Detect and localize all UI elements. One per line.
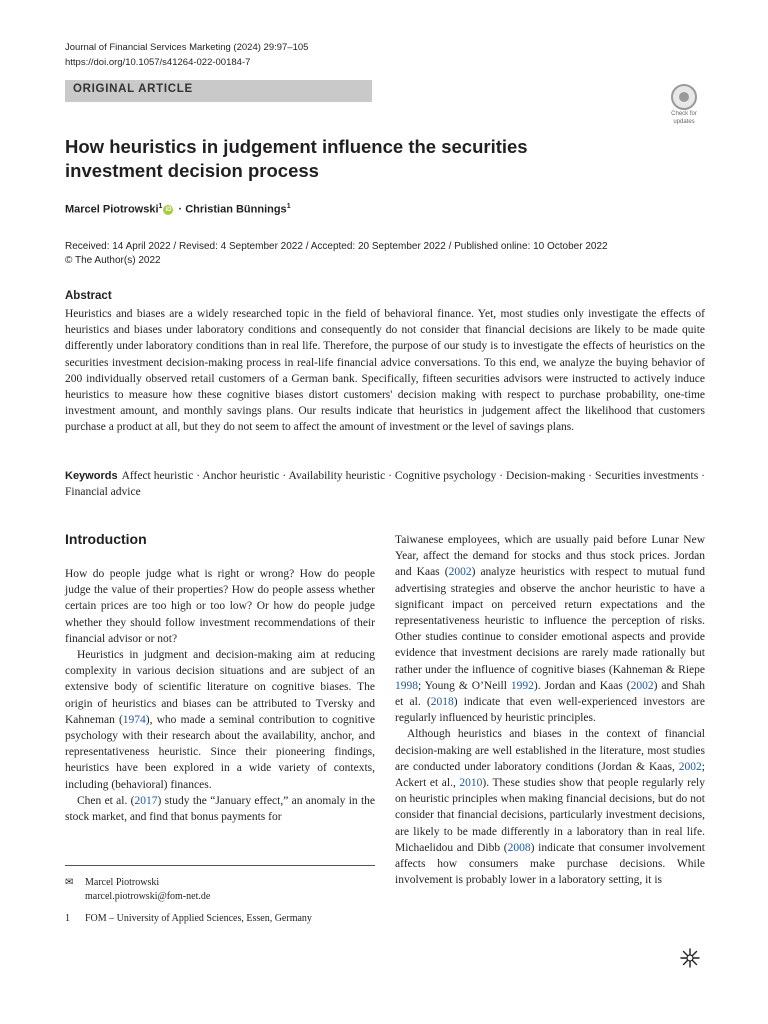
citation-link[interactable]: 2002 [630,679,654,692]
doi-link[interactable]: https://doi.org/10.1057/s41264-022-00184-7 [65,57,251,68]
citation-link[interactable]: 2017 [134,794,158,807]
section-heading-introduction: Introduction [65,531,147,547]
intro-paragraph: Heuristics in judgment and decision-making aim at reducing complexity in various decision situations and are subject of an extensive body of scientific literature on cognitive biases. The origin of heuristics and biases can be attributed to Tversky and Kahneman (1974), who made a seminal contribution to cognitive psychology with their research about the availability, anchor, and representativeness heuristic. Since their pioneering findings, heuristics have been explored in a wide variety of contexts, including (behavioral) finances. [65,649,375,791]
keywords-label: Keywords [65,470,118,482]
check-updates-line2: updates [673,118,695,125]
author-separator: · [175,203,186,216]
check-for-updates-badge[interactable] [664,84,704,124]
article-title: How heuristics in judgement influence the securities investment decision process [65,136,528,181]
copyright-line: © The Author(s) 2022 [65,255,161,266]
citation-link[interactable]: 2008 [507,841,531,854]
intro-paragraph: Chen et al. (2017) study the “January effect,” an anomaly in the stock market, and find that bonus payments for [65,794,375,824]
envelope-icon: ✉ [65,877,74,888]
keywords-list: Affect heuristic · Anchor heuristic · Availability heuristic · Cognitive psychology · Decision-making · Securities investments · Financial advice [65,470,705,499]
orcid-icon[interactable]: iD [165,206,172,213]
article-type-bar [65,80,372,102]
citation-link[interactable]: 2018 [430,696,454,709]
keywords [65,468,705,500]
journal-citation: Journal of Financial Services Marketing (2024) 29:97–105 [65,42,309,53]
author-list [65,203,291,216]
author-affiliation-sup: 1 [158,203,163,210]
springer-chess-knight-icon [679,947,701,969]
check-updates-line1: Check for [671,111,697,117]
right-column [395,532,705,888]
citation-link[interactable]: 1974 [122,713,146,726]
footnote [65,876,375,926]
date-history: Received: 14 April 2022 / Revised: 4 September 2022 / Accepted: 20 September 2022 / Published online: 10 October 2022 [65,241,608,252]
intro-paragraph: How do people judge what is right or wrong? How do people judge the value of their properties? How do people assess whether certain prices are too high or too low? Or how do people judge whether they should follow investment recommendations of their financial advisor or not? [65,568,375,645]
abstract-text: Heuristics and biases are a widely researched topic in the field of behavioral finance. Yet, most studies only investigate the effects of heuristics and biases under laboratory conditions and consequently do not consider that financial decisions are likely to be made quite differently under laboratory conditions than in real life. Therefore, the purpose of our study is to investigate the effects of heuristics on the securities investment decision-making process in real-life financial advice conversations. To this end, we analyze the buying behavior of 200 individually observed retail customers of a German bank. Specifically, fifteen securities advisors were instructed to actively induce heuristics to measure how these cognitive biases distort customers' decision making with respect to purchase probability, one-time investment amount, and monthly savings plans. Our results indicate that heuristics in judgement affect the likelihood that customers purchase a product at all, but they do not seem to affect the amount of investment or the level of savings plans. [65,308,705,434]
footnote-divider [65,865,375,866]
author-name[interactable]: Marcel Piotrowski [65,203,159,216]
citation-link[interactable]: 1998 [395,679,418,692]
abstract-heading: Abstract [65,290,112,302]
citation-link[interactable]: 2002 [448,566,472,579]
author-affiliation-sup: 1 [286,203,291,210]
publication-dates [65,240,608,268]
journal-header [65,40,308,70]
citation-link[interactable]: 2002 [678,760,702,773]
left-column [65,566,375,825]
intro-paragraph: Although heuristics and biases in the context of financial decision-making are well established in the literature, most studies are conducted under laboratory conditions (Jordan & Kaas, 2002; Ackert et al., 2010). These studies show that people regularly rely on heuristic principles when making financial decisions, but do not consider that financial decisions, particularly investment decisions, are likely to be made differently in a laboratory than in real life. Michaelidou and Dibb (2008) indicate that consumer involvement affects how consumers make purchase decisions. While involvement is probably lower in a laboratory setting, it is [395,728,706,887]
author-name[interactable]: Christian Bünnings [185,203,287,216]
check-for-updates-icon [671,84,697,110]
citation-link[interactable]: 1992 [510,679,534,692]
affiliation-text: FOM – University of Applied Sciences, Essen, Germany [85,913,312,924]
affiliation-number: 1 [65,913,70,924]
citation-link[interactable]: 2010 [459,777,483,790]
intro-paragraph: Taiwanese employees, which are usually paid before Lunar New Year, affect the demand for stocks and thus stock prices. Jordan and Kaas (2002) analyze heuristics with respect to mutual fund advertising strategies and observe the anchor heuristic to have a significant impact on perceived return expectations and the representativeness heuristic to influence the perception of risks. Other studies continue to consider emotional aspects and provide evidence that investment decisions are rarely made rationally but rather under the influence of cognitive biases (Kahneman & Riepe 1998; Young & O’Neill 1992). Jordan and Kaas (2002) and Shah et al. (2018) indicate that even well-experienced investors are regularly influenced by heuristic principles. [395,534,705,725]
article-type-label: ORIGINAL ARTICLE [73,83,193,95]
corresponding-author-name: Marcel Piotrowski [85,877,160,888]
corresponding-author-email[interactable]: marcel.piotrowski@fom-net.de [85,891,211,902]
